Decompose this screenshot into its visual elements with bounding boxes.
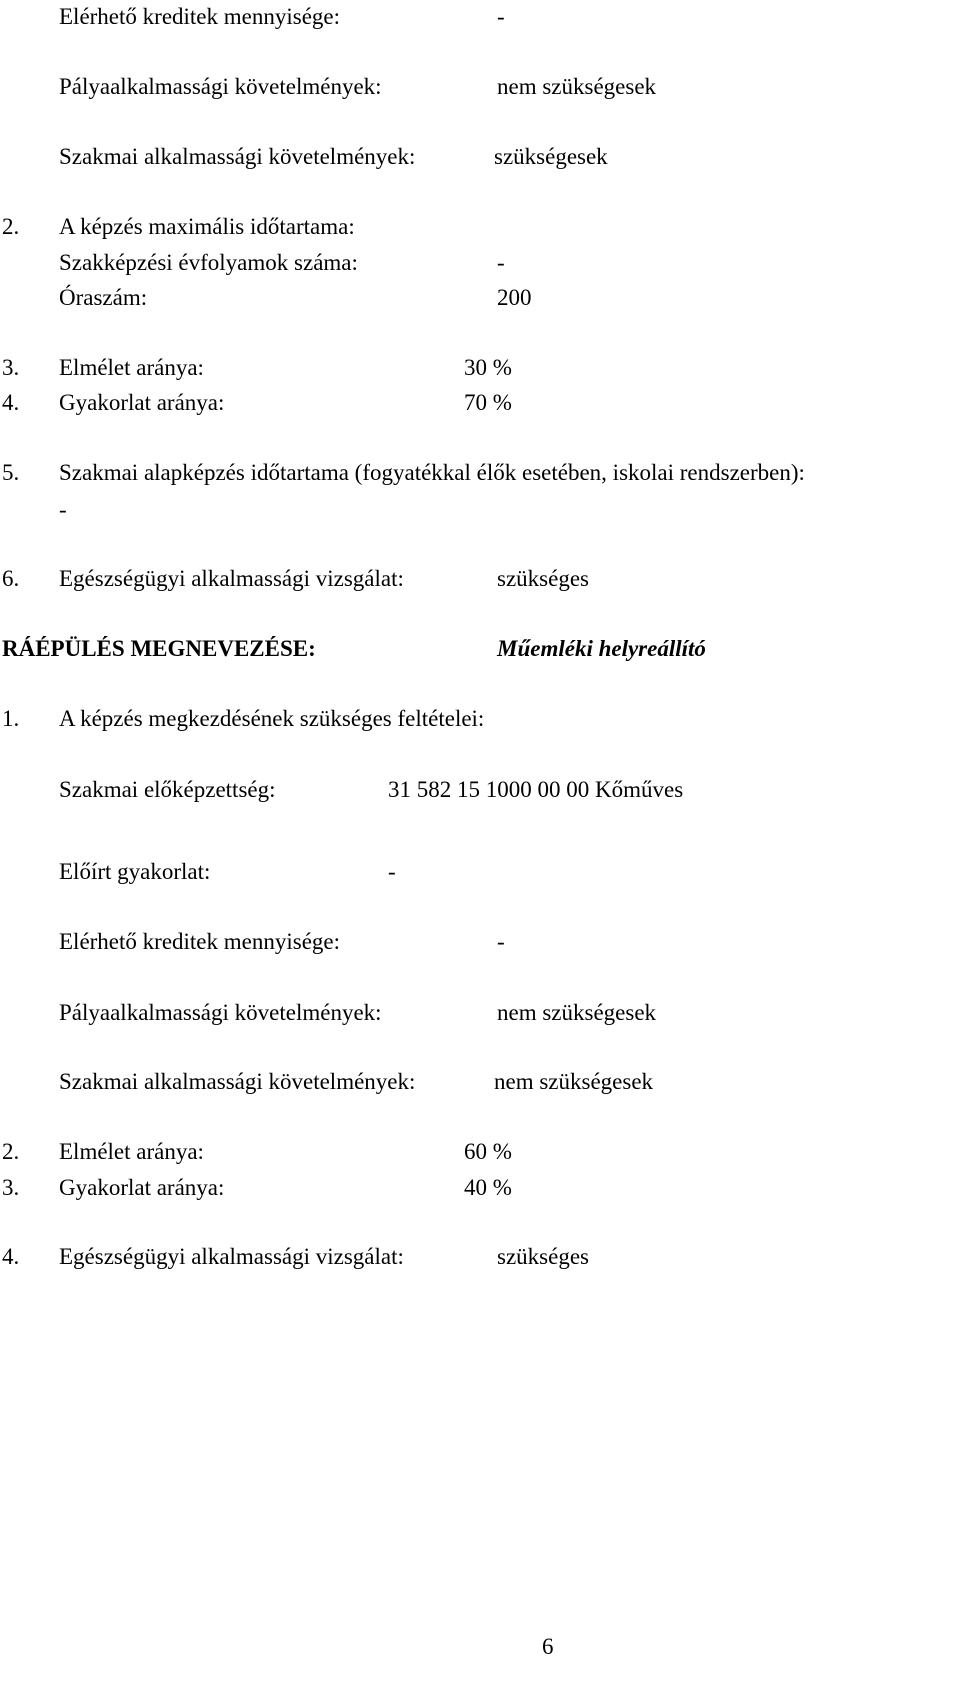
item5-num-1: 5. (2, 460, 20, 485)
gyakorlat-label: Előírt gyakorlat: (59, 859, 211, 884)
item3-label-1: Elmélet aránya: (59, 355, 204, 380)
gyakorlat-value: - (388, 859, 396, 884)
item3-value-1: 30 % (464, 355, 512, 380)
szakmai-alk-label-1: Szakmai alkalmassági követelmények: (59, 144, 416, 169)
oraszam-value: 200 (497, 285, 532, 310)
item1-label-2: A képzés megkezdésének szükséges feltételei: (59, 706, 485, 731)
item6-num-1: 6. (2, 566, 20, 591)
item3-num-1: 3. (2, 355, 20, 380)
szakmai-alk-value-2: nem szükségesek (494, 1069, 654, 1094)
kredit-label-1: Elérhető kreditek mennyisége: (59, 4, 341, 29)
item2-label-2: Elmélet aránya: (59, 1139, 204, 1164)
item3-num-2: 3. (2, 1175, 20, 1200)
item2-label-1: A képzés maximális időtartama: (59, 214, 355, 239)
kredit-value-1: - (497, 4, 505, 29)
item4-num-2: 4. (2, 1244, 20, 1269)
raepules-heading-label: RÁÉPÜLÉS MEGNEVEZÉSE: (2, 636, 316, 661)
item2-num-1: 2. (2, 214, 20, 239)
item2-value-2: 60 % (464, 1139, 512, 1164)
oraszam-label: Óraszám: (59, 285, 148, 310)
item2-num-2: 2. (2, 1139, 20, 1164)
page-number: 6 (542, 1634, 554, 1659)
item4-label-2: Egészségügyi alkalmassági vizsgálat: (59, 1244, 404, 1269)
item4-label-1: Gyakorlat aránya: (59, 390, 225, 415)
kredit-label-2: Elérhető kreditek mennyisége: (59, 929, 341, 954)
item4-value-1: 70 % (464, 390, 512, 415)
item4-value-2: szükséges (497, 1244, 589, 1269)
item5-value-1: - (59, 497, 67, 522)
item4-num-1: 4. (2, 390, 20, 415)
szakmai-alk-label-2: Szakmai alkalmassági követelmények: (59, 1069, 416, 1094)
elokepzettseg-value: 31 582 15 1000 00 00 Kőműves (388, 777, 684, 802)
palya-value-1: nem szükségesek (497, 74, 657, 99)
item5-label-1: Szakmai alapképzés időtartama (fogyatékkal élők esetében, iskolai rendszerben): (59, 460, 805, 485)
kredit-value-2: - (497, 929, 505, 954)
raepules-heading-value: Műemléki helyreállító (497, 636, 706, 661)
palya-label-1: Pályaalkalmassági követelmények: (59, 74, 382, 99)
evfolyam-label: Szakképzési évfolyamok száma: (59, 250, 358, 275)
item6-value-1: szükséges (497, 566, 589, 591)
item3-value-2: 40 % (464, 1175, 512, 1200)
item3-label-2: Gyakorlat aránya: (59, 1175, 225, 1200)
item6-label-1: Egészségügyi alkalmassági vizsgálat: (59, 566, 404, 591)
item1-num-2: 1. (2, 706, 20, 731)
elokepzettseg-label: Szakmai előképzettség: (59, 777, 276, 802)
palya-label-2: Pályaalkalmassági követelmények: (59, 1000, 382, 1025)
szakmai-alk-value-1: szükségesek (494, 144, 608, 169)
palya-value-2: nem szükségesek (497, 1000, 657, 1025)
evfolyam-value: - (497, 250, 505, 275)
